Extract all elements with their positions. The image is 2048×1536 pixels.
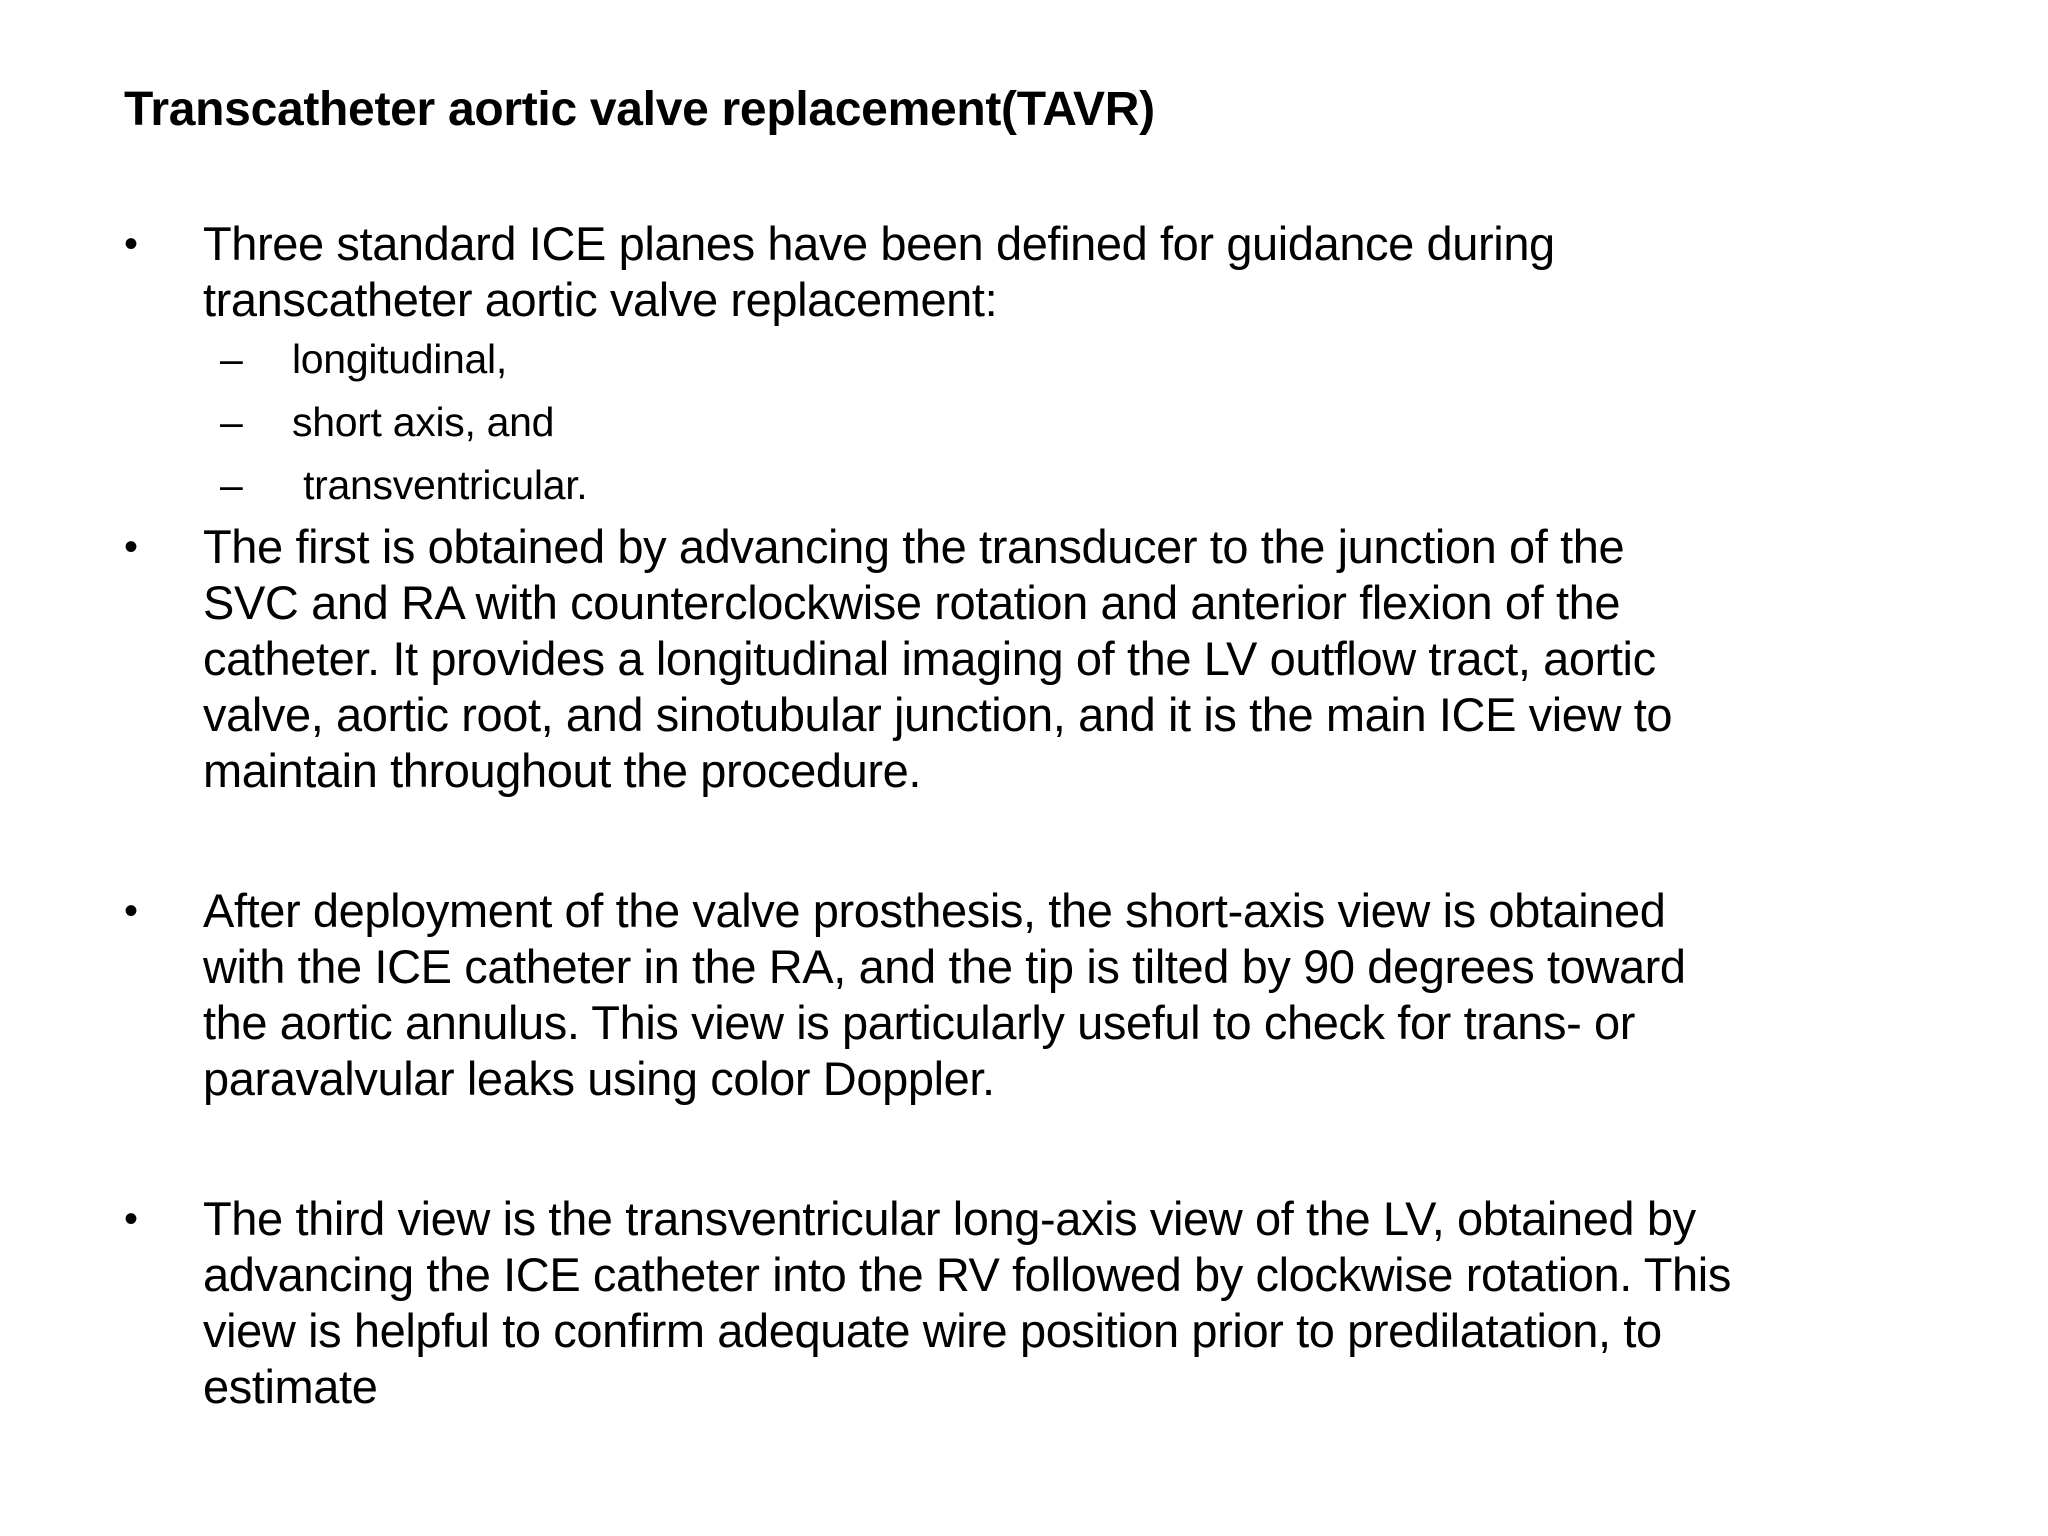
slide-title: Transcatheter aortic valve replacement(TAVR) (124, 83, 1155, 136)
spacer (0, 799, 2048, 883)
sub-bullet-text: longitudinal, (292, 336, 507, 382)
sub-bullet-item (0, 454, 2048, 517)
bullet-item-short-axis-view (0, 883, 2048, 1107)
bullet-text: The first is obtained by advancing the transducer to the junction of the SVC and RA with counterclockwise rotation and anterior flexion of the catheter. It provides a longitudinal imaging of the LV outflow tract, aortic valve, aortic root, and sinotubular junction, and it is the main ICE view to maintain throughout the procedure. (203, 520, 1673, 797)
bullet-item-ice-planes (0, 216, 2048, 328)
sub-bullet-item (0, 391, 2048, 454)
sub-bullet-item (0, 328, 2048, 391)
bullet-dot: • (124, 525, 138, 569)
bullet-item-transventricular-view (0, 1191, 2048, 1415)
bullet-dot: • (124, 889, 138, 933)
bullet-dot: • (124, 222, 138, 266)
bullet-item-longitudinal-view (0, 519, 2048, 799)
bullet-dot: • (124, 1197, 138, 1241)
sub-bullet-text: short axis, and (292, 399, 555, 445)
bullet-text: Three standard ICE planes have been defined for guidance during transcatheter aortic valve replacement: (203, 217, 1555, 326)
sub-bullet-text: transventricular. (292, 462, 588, 508)
bullet-text: After deployment of the valve prosthesis, the short-axis view is obtained with the ICE catheter in the RA, and the tip is tilted by 90 degrees toward the aortic annulus. This view is particularly useful to check for trans- or paravalvular leaks using color Doppler. (203, 884, 1686, 1105)
slide-content (0, 216, 2048, 1415)
spacer (0, 1107, 2048, 1191)
sub-bullet-dash: – (220, 336, 243, 382)
sub-bullet-list (0, 328, 2048, 517)
sub-bullet-dash: – (220, 462, 243, 508)
bullet-text: The third view is the transventricular long-axis view of the LV, obtained by advancing the ICE catheter into the RV followed by clockwise rotation. This view is helpful to confirm adequate wire position prior to predilatation, to estimate (203, 1192, 1731, 1413)
sub-bullet-dash: – (220, 399, 243, 445)
